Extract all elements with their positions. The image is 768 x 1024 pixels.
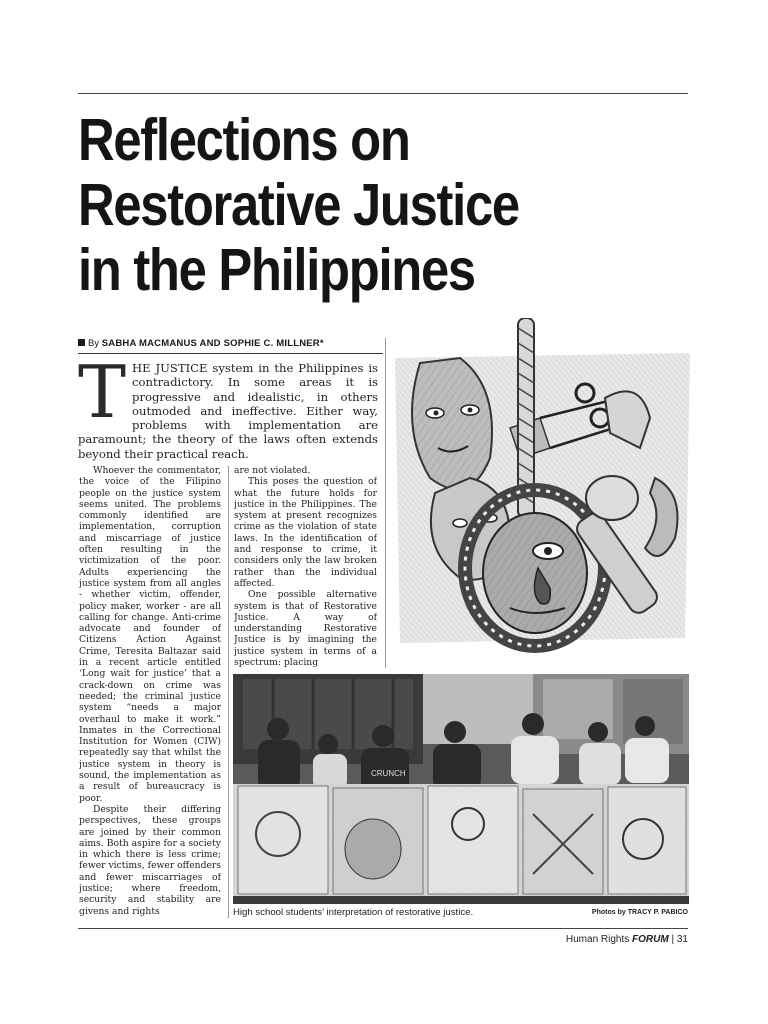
footer-separator: |: [671, 934, 675, 945]
justice-illustration: [390, 318, 695, 666]
col1-paragraph-2: Despite their differing perspectives, these groups are joined by their common aims. Both aspire for a society in which there is less crime; fewer victims, fewer offenders and fewer miscarriages of justice; where freedom, security and stability are givens and rights: [79, 803, 221, 917]
col2-paragraph-1: are not violated.: [234, 465, 311, 476]
body-column-1: [79, 465, 221, 925]
shirt-text: CRUNCH: [371, 769, 406, 778]
page-footer: [566, 934, 688, 945]
title-line-3: in the Philippines: [78, 237, 475, 303]
page-number: 31: [676, 934, 688, 945]
students-photo: [233, 674, 689, 904]
drop-cap: T: [78, 350, 127, 434]
article-title: [78, 108, 594, 303]
footer-forum: FORUM: [632, 934, 669, 945]
photo-caption: High school students’ interpretation of restorative justice.: [233, 907, 474, 918]
body-column-2: [234, 465, 377, 670]
byline-prefix: By: [88, 338, 100, 349]
photo-credit: Photos by TRACY P. PABICO: [591, 909, 688, 916]
title-line-2: Restorative Justice: [78, 172, 519, 238]
col1-paragraph-1: Whoever the commentator, the voice of the Filipino people on the justice system seems united. The problems commonly identified are implementation, corruption and miscarriage of justice often resulting in the victimization of the poor. Adults experiencing the justice system from all angles - whether victim, offender, policy maker, worker - are all calling for change. Anti-crime advocate and founder of Citizens Action Against Crime, Teresita Baltazar said in a recent article entitled ‘Long wait for justice’ that a crack-down on crime was needed; the criminal justice system “needs a major overhaul to make it work.” Inmates in the Correctional Institution for Women (CIW) repeatedly say that whilst the justice system in theory is sound, the implementation as a result of bureaucracy is poor.: [79, 465, 221, 804]
bottom-rule: [78, 928, 688, 929]
byline-authors: SABHA MACMANUS AND SOPHIE C. MILLNER*: [101, 338, 324, 349]
col2-paragraph-3: One possible alternative system is that of Restorative Justice. A way of understanding Restorative Justice is by imagining the justice system in terms of a spectrum: placing: [234, 589, 377, 669]
footer-publication: Human Rights: [565, 934, 630, 945]
lede-paragraph: [78, 350, 378, 461]
col2-paragraph-2: This poses the question of what the future holds for justice in the Philippines. The system at present recognizes crime as the violation of state laws. In the identification of and response to crime, it considers only the law broken rather than the individual affected.: [234, 476, 377, 589]
bullet-square-icon: [78, 339, 85, 346]
lede-text: HE JUSTICE system in the Philippines is contradictory. In some areas it is progressive and idealistic, in others outmoded and ineffective. Either way, problems with implementation are paramount; the theory of the laws often extends beyond their practical reach.: [78, 361, 378, 461]
column-divider: [228, 466, 229, 918]
title-line-1: Reflections on: [78, 107, 410, 173]
top-rule: [78, 93, 688, 94]
illustration-divider: [385, 338, 386, 668]
